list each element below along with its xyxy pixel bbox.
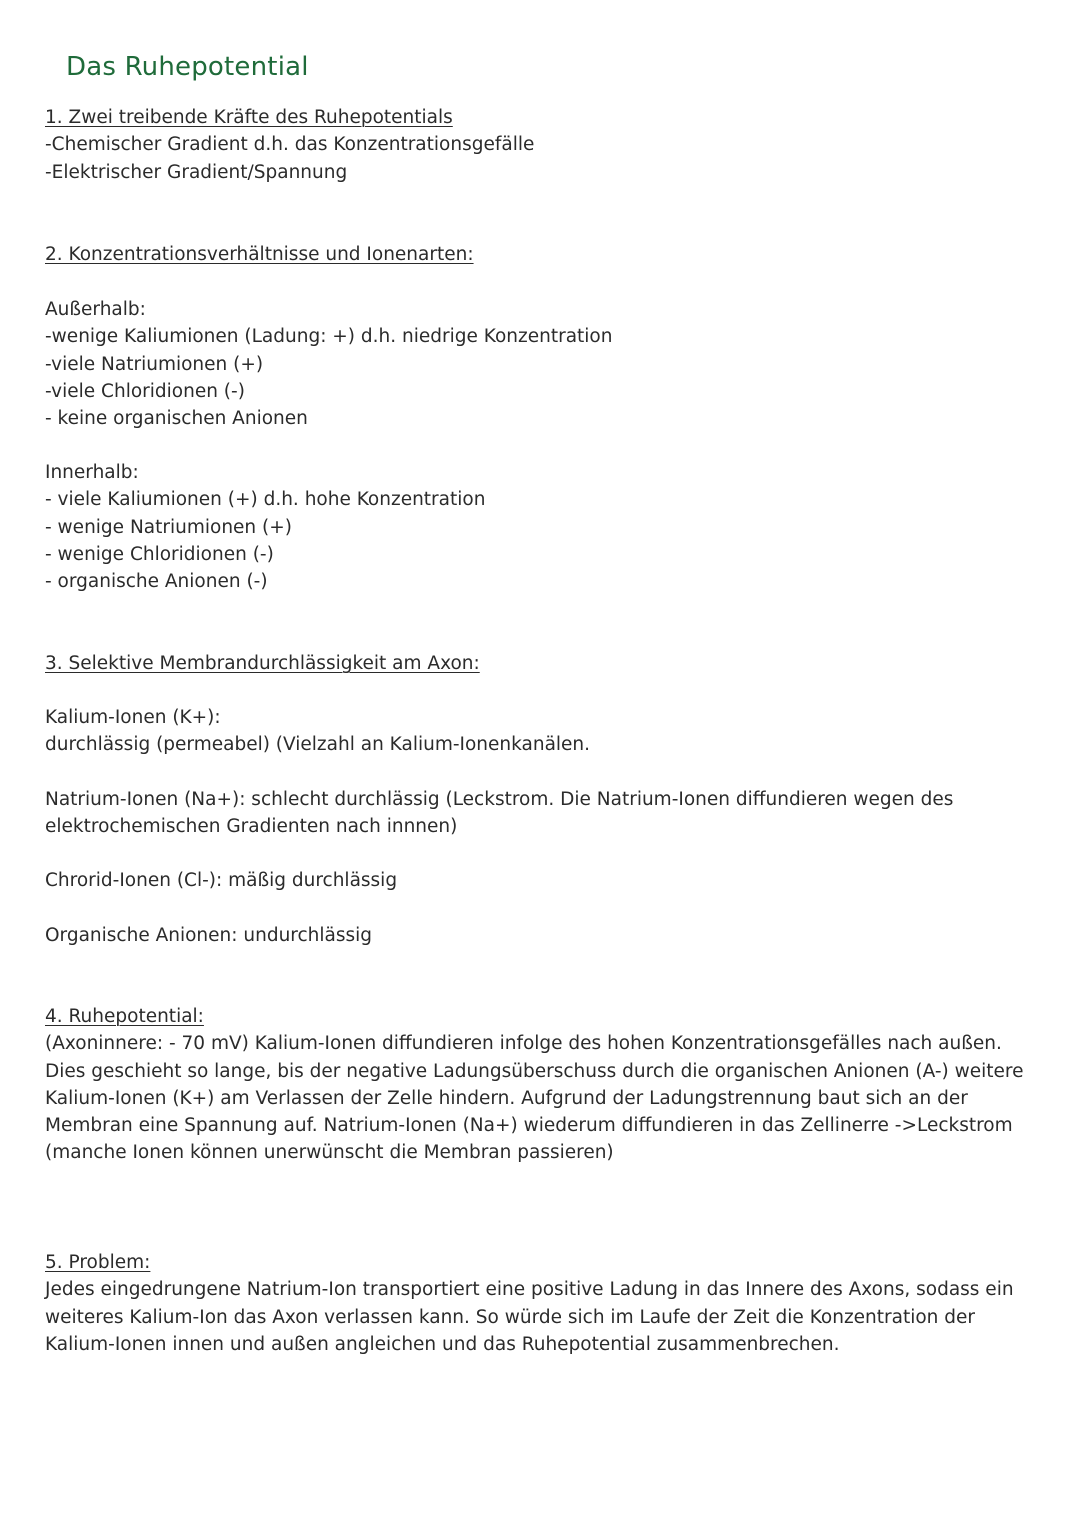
list-item: - organische Anionen (-): [45, 571, 268, 593]
paragraph: Jedes eingedrungene Natrium-Ion transportiert eine positive Ladung in das Innere des Axons, sodass ein weiteres Kalium-Ion das Axon verlassen kann. So würde sich im Laufe der Zeit die Konzentration der Kalium-Ionen innen und außen angleichen und das Ruhepotential zusammenbrechen.: [45, 1279, 1014, 1355]
section-heading: 3. Selektive Membrandurchlässigkeit am Axon:: [45, 653, 480, 674]
section-heading: 2. Konzentrationsverhältnisse und Ionenarten:: [45, 244, 474, 265]
list-item: - viele Kaliumionen (+) d.h. hohe Konzentration: [45, 489, 486, 511]
outside-list: [45, 296, 1030, 432]
ion-text: durchlässig (permeabel) (Vielzahl an Kalium-Ionenkanälen.: [45, 734, 591, 756]
section-heading: 5. Problem:: [45, 1252, 151, 1273]
section-driving-forces: [45, 104, 1030, 186]
anion-permeability: [45, 922, 1030, 949]
list-item: -wenige Kaliumionen (Ladung: +) d.h. niedrige Konzentration: [45, 326, 613, 348]
list-item: -viele Natriumionen (+): [45, 353, 264, 375]
list-label: Innerhalb:: [45, 462, 139, 483]
list-item: -Elektrischer Gradient/Spannung: [45, 161, 348, 183]
potassium-permeability: [45, 704, 1030, 759]
section-concentrations: [45, 241, 1030, 268]
ion-text: Organische Anionen: undurchlässig: [45, 925, 373, 946]
ion-text: Chrorid-Ionen (Cl-): mäßig durchlässig: [45, 870, 398, 891]
section-problem: [45, 1249, 1030, 1358]
ion-text: Natrium-Ionen (Na+): schlecht durchlässig (Leckstrom. Die Natrium-Ionen diffundieren wegen des elektrochemischen Gradienten nach innnen): [45, 789, 954, 838]
section-resting-potential: [45, 1003, 1030, 1167]
chloride-permeability: [45, 867, 1030, 894]
list-item: - keine organischen Anionen: [45, 408, 308, 430]
page-title: Das Ruhepotential: [66, 52, 309, 82]
list-item: - wenige Chloridionen (-): [45, 543, 274, 565]
section-heading: 4. Ruhepotential:: [45, 1006, 204, 1027]
paragraph: (Axoninnere: - 70 mV) Kalium-Ionen diffundieren infolge des hohen Konzentrationsgefälles nach außen. Dies geschieht so lange, bis der negative Ladungsüberschuss durch die organischen Anionen (A-) weitere Kalium-Ionen (K+) am Verlassen der Zelle hindern. Aufgrund der Ladungstrennung baut sich an der Membran eine Spannung auf. Natrium-Ionen (Na+) wiederum diffundieren in das Zellinerre ->Leckstrom (manche Ionen können unerwünscht die Membran passieren): [45, 1033, 1024, 1164]
list-label: Außerhalb:: [45, 299, 146, 320]
section-heading: 1. Zwei treibende Kräfte des Ruhepotentials: [45, 107, 453, 128]
ion-label: Kalium-Ionen (K+):: [45, 707, 221, 728]
section-permeability: [45, 650, 1030, 677]
inside-list: [45, 459, 1030, 595]
sodium-permeability: [45, 786, 1030, 841]
list-item: -Chemischer Gradient d.h. das Konzentrationsgefälle: [45, 134, 535, 156]
list-item: -viele Chloridionen (-): [45, 380, 245, 402]
list-item: - wenige Natriumionen (+): [45, 516, 292, 538]
